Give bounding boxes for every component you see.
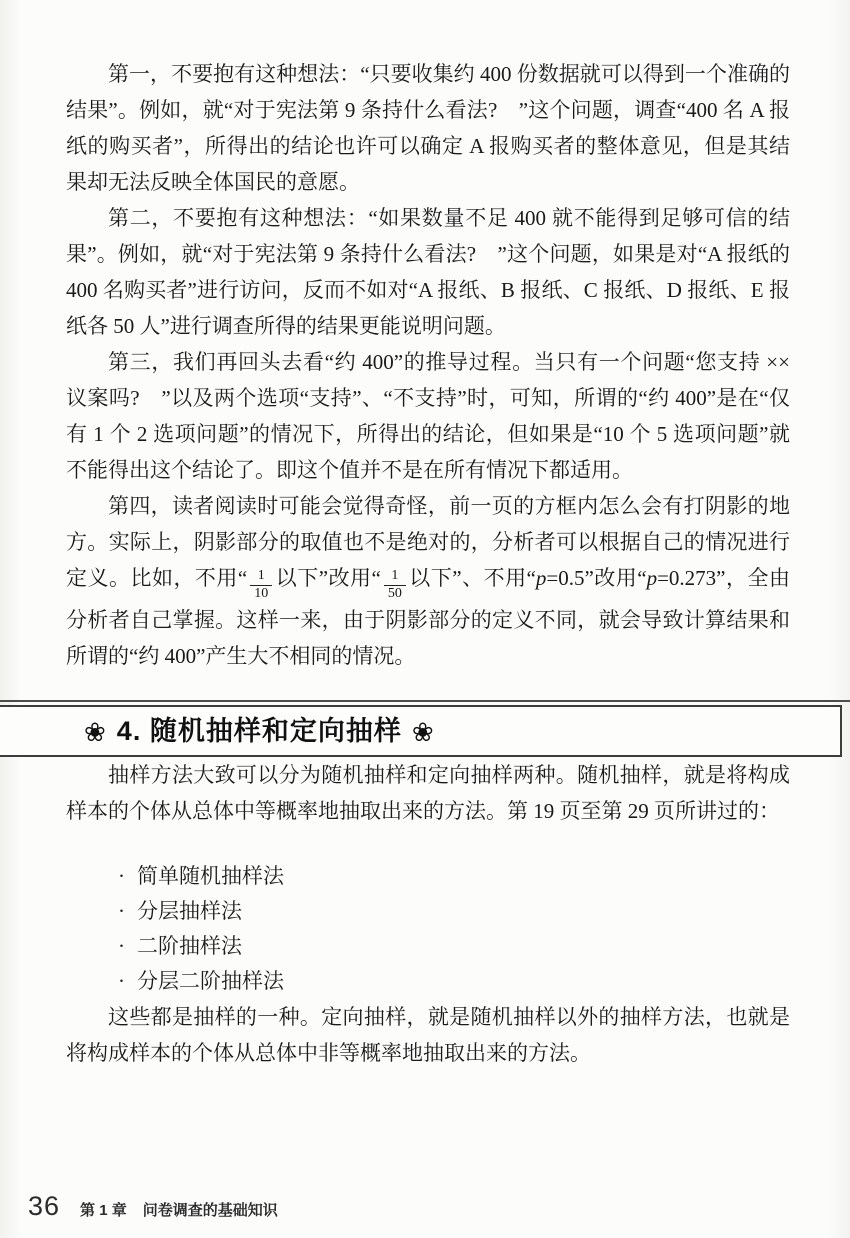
text-segment: 以下”、不用“ [408, 566, 536, 590]
paragraph-first-point: 第一，不要抱有这种想法：“只要收集约 400 份数据就可以得到一个准确的结果”。例如，就“对于宪法第 9 条持什么看法? ”这个问题，调查“400 名 A 报纸的购买者”，所得出的结论也许可以确定 A 报购买者的整体意见，但是其结果却无法反映全体国民的意愿。 [66, 62, 790, 194]
text-segment: 以下”改用“ [275, 566, 381, 590]
fraction-one-fiftieth [384, 569, 406, 601]
section-title-box [0, 705, 842, 757]
section-header [0, 700, 790, 757]
list-item [118, 929, 790, 964]
section-title: 4. 随机抽样和定向抽样 [116, 715, 402, 746]
paragraph-directed-sampling: 这些都是抽样的一种。定向抽样，就是随机抽样以外的抽样方法，也就是将构成样本的个体从总体中非等概率地抽取出来的方法。 [66, 1004, 790, 1065]
fraction-numerator: 1 [391, 568, 399, 584]
list-item [118, 894, 790, 929]
fraction-denominator: 50 [384, 585, 406, 602]
bullet-dot: · [118, 898, 125, 923]
bullet-dot: · [118, 968, 125, 993]
horizontal-rule [0, 700, 850, 702]
paragraph-second-point: 第二，不要抱有这种想法：“如果数量不足 400 就不能得到足够可信的结果”。例如，就“对于宪法第 9 条持什么看法? ”这个问题，如果是对“A 报纸的 400 名购买者”进行访问，反而不如对“A 报纸、B 报纸、C 报纸、D 报纸、E 报纸各 50 人”进行调查所得的结果更能说明问题。 [66, 206, 790, 338]
fraction-denominator: 10 [250, 585, 272, 602]
variable-p: p [646, 566, 658, 590]
paragraph-fourth-point [66, 488, 790, 674]
page-footer [28, 1191, 278, 1222]
florette-icon-left: ❀ [84, 716, 107, 747]
list-item-label: 分层二阶抽样法 [137, 968, 284, 993]
list-item [118, 859, 790, 894]
text-segment: ”，全由分析者自己掌握。这样一来，由于阴影部分的定义不同，就会导致计算结果和所谓的“约 400”产生大不相同的情况。 [66, 566, 790, 668]
fraction-one-tenth [250, 569, 272, 601]
fraction-numerator: 1 [257, 568, 265, 584]
variable-p: p [535, 566, 547, 590]
sampling-methods-list [118, 859, 790, 999]
bullet-dot: · [118, 863, 125, 888]
chapter-title: 问卷调查的基础知识 [142, 1202, 278, 1219]
florette-icon-right: ❀ [411, 716, 435, 747]
text-segment: 第四，读者阅读时可能会觉得奇怪，前一页的方框内怎么会有打阴影的地方。实际上，阴影部分的取值也不是绝对的，分析者可以根据自己的情况进行定义。比如，不用“ [66, 494, 790, 590]
page-number: 36 [28, 1191, 61, 1221]
list-item [118, 964, 790, 999]
list-item-label: 二阶抽样法 [137, 933, 242, 958]
value-text: =0.273 [657, 566, 717, 590]
bullet-dot: · [118, 933, 125, 958]
text-segment: ”改用“ [584, 566, 647, 590]
paragraph-third-point: 第三，我们再回头去看“约 400”的推导过程。当只有一个问题“您支持 ×× 议案吗? ”以及两个选项“支持”、“不支持”时，可知，所谓的“约 400”是在“仅有 1 个 2 选项问题”的情况下，所得出的结论，但如果是“10 个 5 选项问题”就不能得出这个结论了。即这个值并不是在所有情况下都适用。 [66, 350, 790, 482]
list-item-label: 分层抽样法 [137, 898, 242, 923]
value-text: =0.5 [546, 566, 585, 590]
paragraph-sampling-intro: 抽样方法大致可以分为随机抽样和定向抽样两种。随机抽样，就是将构成样本的个体从总体中等概率地抽取出来的方法。第 19 页至第 29 页所讲过的： [66, 762, 790, 823]
chapter-label: 第 1 章 [80, 1202, 127, 1219]
list-item-label: 简单随机抽样法 [137, 863, 284, 888]
